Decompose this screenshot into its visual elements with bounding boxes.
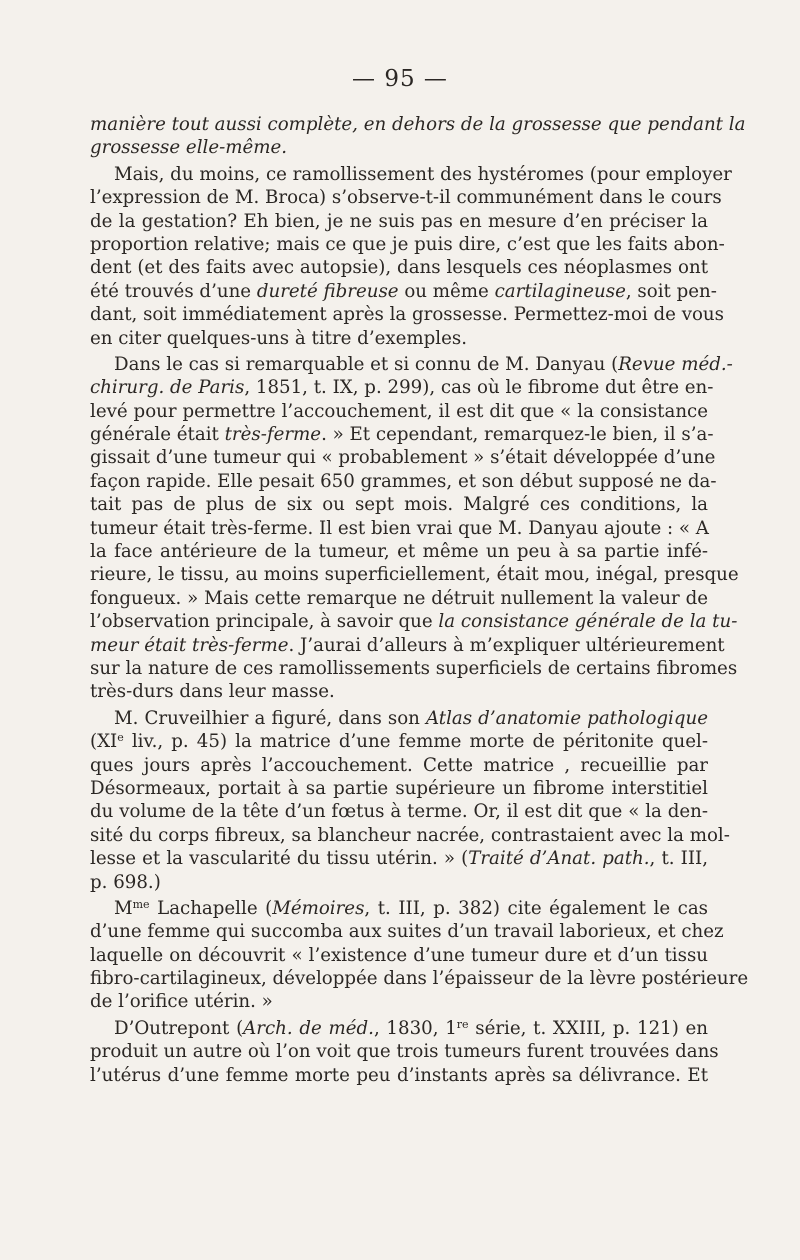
superscript: re xyxy=(456,1017,469,1031)
italic-text: la consistance générale de la tu- xyxy=(438,611,738,633)
text-line xyxy=(90,303,724,326)
text-segment: tumeur était très-ferme. Il est bien vrai que M. Danyau ajoute : « A xyxy=(90,517,709,539)
text-line xyxy=(90,754,708,777)
text-line xyxy=(90,540,708,563)
text-segment: , soit pen- xyxy=(625,280,717,302)
text-segment: D’Outrepont ( xyxy=(114,1017,244,1039)
text-segment: la face antérieure de la tumeur, et même un peu à sa partie infé- xyxy=(90,541,708,563)
text-line xyxy=(90,446,716,469)
text-line xyxy=(90,967,749,990)
text-line xyxy=(90,136,708,159)
superscript: me xyxy=(132,897,150,911)
text-line xyxy=(90,423,714,446)
text-segment: façon rapide. Elle pesait 650 grammes, et son début supposé ne da- xyxy=(90,470,717,492)
text-line xyxy=(90,256,708,279)
text-segment: p. 698.) xyxy=(90,871,161,893)
text-line xyxy=(90,163,732,186)
text-segment: Désormeaux, portait à sa partie supérieure un fibrome interstitiel xyxy=(90,777,708,799)
text-segment: laquelle on découvrit « l’existence d’une tumeur dure et d’un tissu xyxy=(90,944,708,966)
text-segment: (XI xyxy=(90,731,118,753)
text-segment: l’expression de M. Broca) s’observe-t-il communément dans le cours xyxy=(90,187,722,209)
text-segment: lesse et la vascularité du tissu utérin. » ( xyxy=(90,848,469,870)
italic-text: Mémoires xyxy=(272,897,365,919)
text-segment: fongueux. » Mais cette remarque ne détruit nullement la valeur de xyxy=(90,587,708,609)
text-line xyxy=(90,944,708,967)
text-segment: d’une femme qui succomba aux suites d’un travail laborieux, et chez xyxy=(90,921,724,943)
text-line xyxy=(90,634,725,657)
text-line xyxy=(90,517,708,540)
text-segment: , 1830, 1 xyxy=(373,1017,457,1039)
text-line xyxy=(90,610,738,633)
page-number: — 95 — xyxy=(352,66,448,92)
paragraph xyxy=(90,113,746,160)
text-line xyxy=(90,400,708,423)
text-segment: produit un autre où l’on voit que trois tumeurs furent trouvées dans xyxy=(90,1041,719,1063)
text-segment: Lachapelle ( xyxy=(149,897,273,919)
italic-text: manière tout aussi complète, en dehors de la grossesse que pendant la xyxy=(90,114,746,135)
text-segment: , 1851, t. IX, p. 299), cas où le fibrome dut être en- xyxy=(244,377,714,399)
text-line xyxy=(90,210,708,233)
text-line xyxy=(90,824,730,847)
italic-text: Traité d’Anat. path. xyxy=(468,848,650,870)
text-segment: tait pas de plus de six ou sept mois. Malgré ces conditions, la xyxy=(90,494,708,516)
italic-text: dureté fibreuse xyxy=(256,280,399,302)
text-segment: de la gestation? Eh bien, je ne suis pas en mesure d’en préciser la xyxy=(90,210,708,232)
paragraph xyxy=(90,1017,719,1087)
text-line xyxy=(90,990,708,1013)
text-line xyxy=(90,493,708,516)
text-line xyxy=(90,327,708,350)
text-line xyxy=(90,563,739,586)
text-segment: M xyxy=(114,897,133,919)
text-line xyxy=(90,113,746,136)
text-segment: dant, soit immédiatement après la grossesse. Permettez-moi de vous xyxy=(90,304,724,326)
text-segment: . » Et cependant, remarquez-le bien, il s’a- xyxy=(321,424,714,446)
italic-text: cartilagineuse xyxy=(494,280,626,302)
paragraph xyxy=(90,897,749,1014)
text-segment: très-durs dans leur masse. xyxy=(90,681,335,703)
text-line xyxy=(90,897,708,920)
text-line xyxy=(90,376,714,399)
text-line xyxy=(90,353,733,376)
text-segment: , t. III, p. 382) cite également le cas xyxy=(364,897,709,919)
text-line xyxy=(90,280,717,303)
text-segment: de l’orifice utérin. » xyxy=(90,991,273,1013)
text-segment: fibro-cartilagineux, développée dans l’épaisseur de la lèvre postérieure xyxy=(90,968,749,990)
text-segment: du volume de la tête d’un fœtus à terme. Or, il est dit que « la den- xyxy=(90,801,708,823)
text-line xyxy=(90,680,708,703)
text-segment: série, t. XXIII, p. 121) en xyxy=(468,1017,708,1039)
text-segment: Dans le cas si remarquable et si connu de M. Danyau ( xyxy=(114,353,619,375)
italic-text: chirurg. de Paris xyxy=(90,377,245,399)
text-segment: proportion relative; mais ce que je puis dire, c’est que les faits abon- xyxy=(90,233,725,255)
text-line xyxy=(90,800,708,823)
text-segment: gissait d’une tumeur qui « probablement » s’était développée d’une xyxy=(90,447,716,469)
text-line xyxy=(90,1040,719,1063)
text-segment: M. Cruveilhier a figuré, dans son xyxy=(114,707,426,729)
text-segment: générale était xyxy=(90,424,225,446)
text-line xyxy=(90,847,708,870)
text-segment: liv., p. 45) la matrice d’une femme morte de péritonite quel- xyxy=(123,731,708,753)
italic-text: Revue méd.- xyxy=(618,353,733,375)
text-line xyxy=(90,730,708,753)
italic-text: meur était très-ferme xyxy=(90,634,289,656)
italic-text: grossesse elle-même. xyxy=(90,137,288,159)
paragraph xyxy=(90,707,730,894)
text-line xyxy=(90,871,708,894)
text-line xyxy=(90,587,708,610)
text-segment: levé pour permettre l’accouchement, il est dit que « la consistance xyxy=(90,400,708,422)
text-segment: Mais, du moins, ce ramollissement des hystéromes (pour employer xyxy=(114,163,732,185)
text-segment: ques jours après l’accouchement. Cette matrice , recueillie par xyxy=(90,754,708,776)
paragraph xyxy=(90,353,739,704)
text-line xyxy=(90,707,708,730)
text-line xyxy=(90,1064,708,1087)
text-segment: en citer quelques-uns à titre d’exemples. xyxy=(90,327,467,349)
text-segment: , t. III, xyxy=(649,848,708,870)
text-segment: ou même xyxy=(398,280,495,302)
text-line xyxy=(90,777,708,800)
text-line xyxy=(90,233,725,256)
text-line xyxy=(90,920,724,943)
text-segment: sur la nature de ces ramollissements superficiels de certains fibromes xyxy=(90,657,738,679)
text-line xyxy=(90,657,738,680)
italic-text: Arch. de méd. xyxy=(243,1017,374,1039)
body-text xyxy=(90,113,749,1087)
italic-text: Atlas d’anatomie pathologique xyxy=(425,707,708,729)
superscript: e xyxy=(117,731,124,745)
text-segment: rieure, le tissu, au moins superficiellement, était mou, inégal, presque xyxy=(90,564,739,586)
text-line xyxy=(90,470,717,493)
text-segment: dent (et des faits avec autopsie), dans lesquels ces néoplasmes ont xyxy=(90,257,708,279)
text-segment: sité du corps fibreux, sa blancheur nacrée, contrastaient avec la mol- xyxy=(90,824,730,846)
paragraph xyxy=(90,163,732,350)
text-line xyxy=(90,1017,708,1040)
text-segment: l’utérus d’une femme morte peu d’instants après sa délivrance. Et xyxy=(90,1064,708,1086)
italic-text: très-ferme xyxy=(224,424,322,446)
text-line xyxy=(90,186,722,209)
text-segment: . J’aurai d’alleurs à m’expliquer ultérieurement xyxy=(288,634,725,656)
text-segment: été trouvés d’une xyxy=(90,280,257,302)
text-segment: l’observation principale, à savoir que xyxy=(90,611,439,633)
